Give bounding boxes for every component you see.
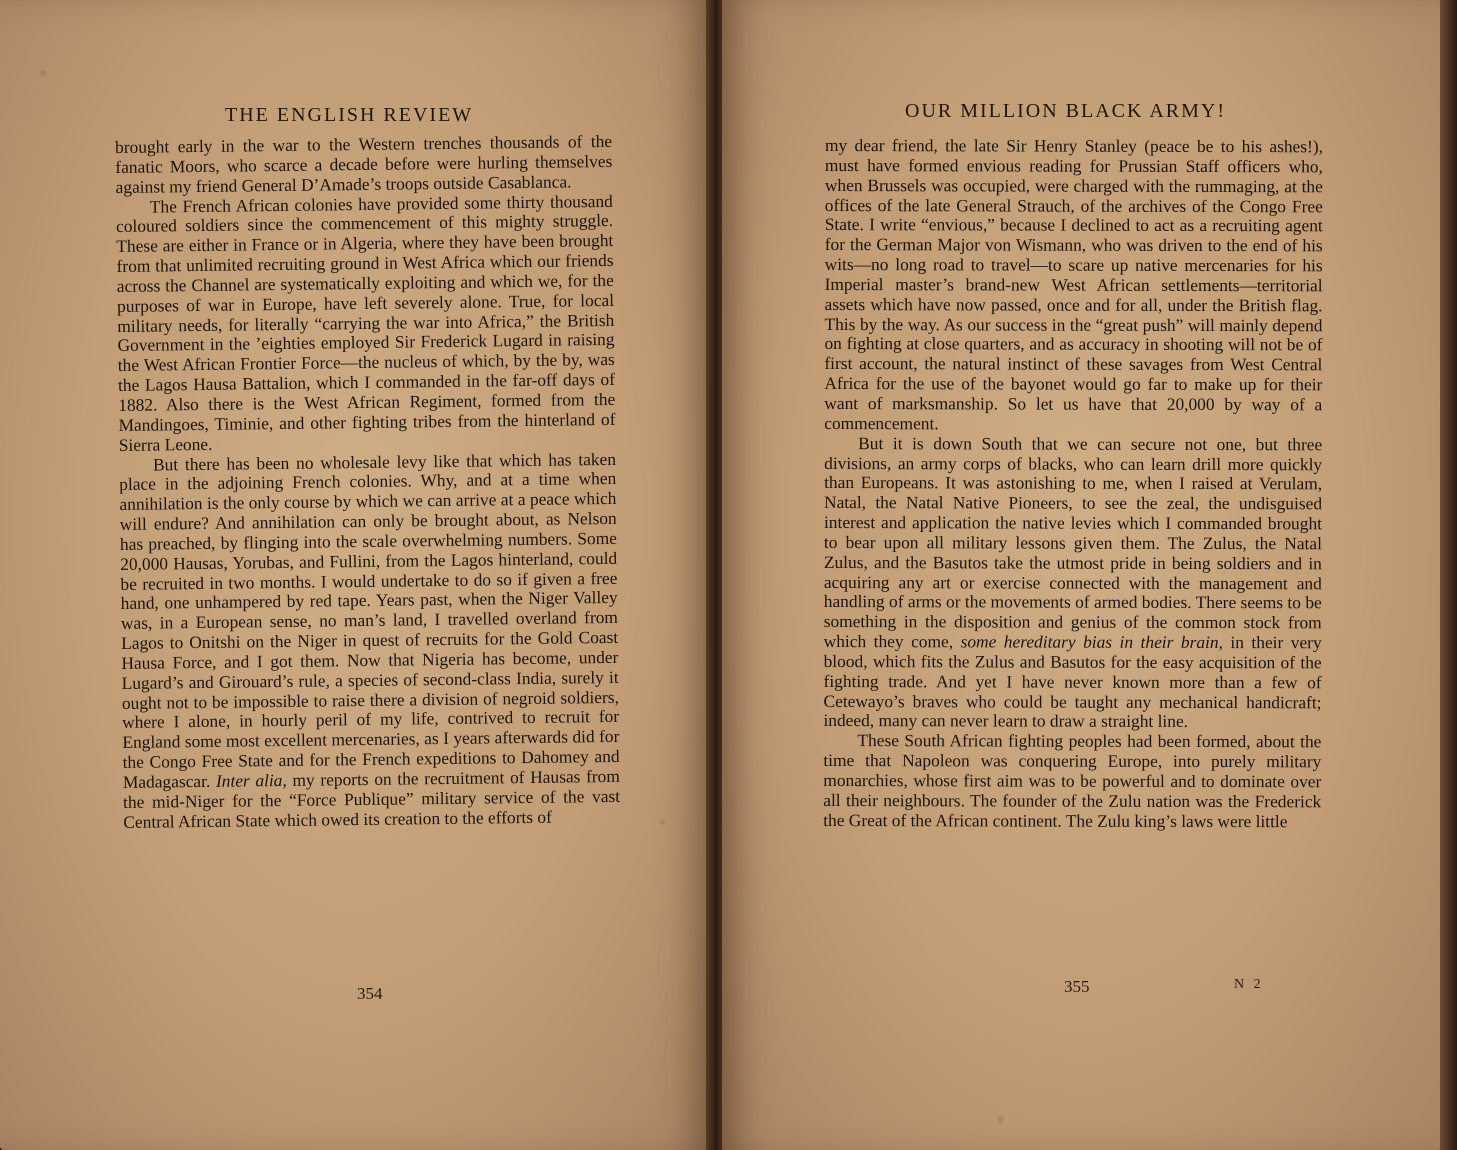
body-text: [115, 132, 620, 833]
paragraph: [116, 191, 616, 455]
running-head: OUR MILLION BLACK ARMY!: [905, 100, 1226, 122]
left-page: [0, 0, 710, 1150]
text-run: brought early in the war to the Western trenches thousands of the fanatic Moors, who scarce a decade before were hurling themselves against my friend General D’Amade’s troops outside Casablanca.: [114, 130, 613, 197]
text-run: my dear friend, the late Sir Henry Stanley (peace be to his ashes!), must have formed envious reading for Prussian Staff officers who, when Brussels was occupied, were charged with the rummaging, at the offices of the late General Strauch, of the archives of the Congo Free State. I write “envious,” because I declined to act as a recruiting agent for the German Major von Wismann, who was driven to the end of his wits—no long road to travel—to scare up native mercenaries for his Imperial master’s brand-new West African settlements—territorial assets which have now passed, once and for all, under the British flag. This by the way. As our success in the “great push” will mainly depend on fighting at close quarters, and as accuracy in shooting will not be of first account, the natural instinct of these savages from West Central Africa for the use of the bayonet would go far to make up for their want of marksmanship. So let us have that 20,000 by way of a commencement.: [824, 135, 1324, 434]
signature-mark: N 2: [1234, 977, 1264, 992]
right-page: [722, 0, 1444, 1150]
page-number: 355: [1064, 977, 1090, 996]
text-run: The French African colonies have provided some thirty thousand coloured soldiers since the commencement of this mighty struggle. These are either in France or in Algeria, where they have been brought from that unlimited recruiting ground in West Africa which our friends across the Channel are systematically exploiting and which we, for the purposes of war in Europe, have left severely alone. True, for local military needs, for literally “carrying the war into Africa,” the British Government in the ’eighties employed Sir Frederick Lugard in raising the West African Frontier Force—the nucleus of which, by the by, was the Lagos Hausa Battalion, which I commanded in the far-off days of 1882. Also there is the West African Regiment, formed from the Mandingoes, Timinie, and other fighting tribes from the hinterland of Sierra Leone.: [115, 190, 616, 455]
text-run: But there has been no wholesale levy like that which has taken place in the adjoining French colonies. Why, and at a time when annihilation is the only course by which we can arrive at a peace which will endure? And annihilation can only be brought about, as Nelson has preached, by flinging into the scale overwhelming numbers. Some 20,000 Hausas, Yorubas, and Fullini, from the Lagos hinterland, could be recruited in two months. I would undertake to do so if given a free hand, one unhampered by red tape. Years past, when the Niger Valley was, in a European sense, no man’s land, I travelled overland from Lagos to Onitshi on the Niger in quest of recruits for the Gold Coast Hausa Force, and I got them. Now that Nigeria has become, under Lugard’s and Girouard’s rule, a species of second-class India, surely it ought not to be impossible to raise there a division of negroid soldiers, where I alone, in hourly peril of my life, contrived to recruit for England some most excellent mercenaries, as I years afterwards did for the Congo Free State and for the French expeditions to Dahomey and Madagascar.: [119, 448, 620, 792]
paper-speck: [40, 70, 46, 76]
paragraph: [823, 434, 1322, 733]
paragraph: [115, 132, 613, 198]
text-run: my reports on the recruitment of Hausas from the mid-Niger for the “Force Publique” military service of the vast Central African State which owed its creation to the efforts of: [122, 765, 621, 832]
body-text: [823, 136, 1323, 832]
paper-speck: [997, 1115, 1004, 1124]
text-run: But it is down South that we can secure not one, but three divisions, an army corps of blacks, who can learn drill more quickly than Europeans. It was astonishing to me, when I raised at Verulam, Natal, the Natal Native Pioneers, to see the zeal, the undisguised interest and application the native levies which I commanded brought to bear upon all military lessons given them. The Zulus, the Natal Zulus, and the Basutos take the utmost pride in being soldiers and in acquiring any art or exercise connected with the management and handling of arms or the movements of armed bodies. There seems to be something in the disposition and genius of the common stock from which they come,: [823, 432, 1323, 652]
paper-speck: [660, 820, 665, 825]
paragraph: [823, 731, 1321, 832]
paragraph: [824, 136, 1323, 435]
text-run: in their very blood, which fits the Zulus and Basutos for the easy acquisition of the fighting trade. And yet I have never known more than a few of Cetewayo’s braves who could be taught any mechanical handicraft; indeed, many can never learn to draw a straight line.: [823, 632, 1322, 732]
italic-phrase: Inter alia,: [215, 769, 287, 791]
paragraph: [119, 449, 621, 832]
italic-phrase: some hereditary bias in their brain,: [960, 631, 1223, 653]
book-cover-edge: [1440, 0, 1457, 1150]
text-run: These South African fighting peoples had been formed, about the time that Napoleon was conquering Europe, into purely military monarchies, whose first aim was to be powerful and to dominate over all their neighbours. The founder of the Zulu nation was the Frederick the Great of the African continent. The Zulu king’s laws were little: [823, 730, 1322, 831]
page-number: 354: [357, 984, 383, 1003]
running-head: THE ENGLISH REVIEW: [225, 104, 474, 126]
